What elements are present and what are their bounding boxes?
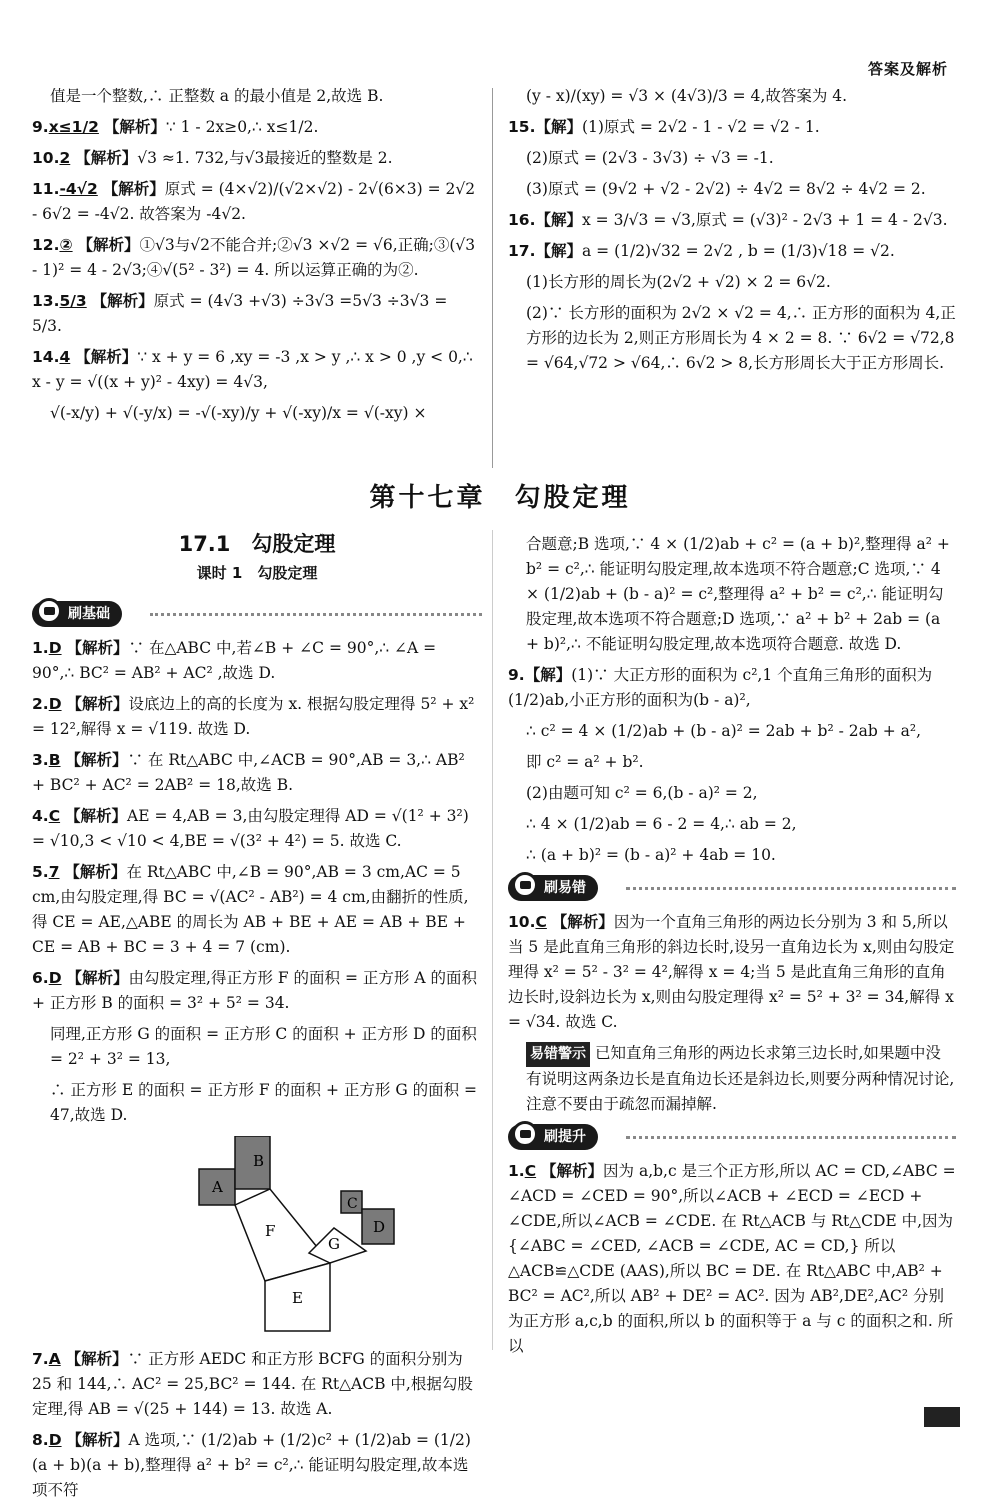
solution-text: ∴ (a + b)² = (b - a)² + 4ab = 10. [526,846,776,864]
answer-item [508,532,956,657]
question-number: 13. [32,292,60,310]
solution-tag: 【解析】 [66,639,129,657]
solution-text: 因为 a,b,c 是三个正方形,所以 AC = CD,∠ABC = ∠ACD = ∠CED = 90°,所以∠ACB + ∠ECD = ∠ECD + ∠CDE,所以∠ACB = ∠CDE. 在 Rt△ACB 与 Rt△CDE 中,因为 {∠ABC = ∠CED, ∠ACB = ∠CDE, AC = CD,} 所以△ACB≌△CDE (AAS),所以 BC = DE. 在 Rt△ABC 中,AB² + BC² = AC²,所以 AB² + DE² = AC². 因为 AB²,DE²,AC² 分别为正方形 a,c,b 的面积,所以 b 的面积等于 a 与 c 的面积之和. 所以 [508,1162,956,1355]
dotted-rule [150,613,482,616]
answer-value: ② [59,236,73,254]
answer-item [508,843,956,868]
answer-value: A [48,1350,61,1368]
answer-value: 5/3 [59,292,87,310]
answer-value: D [48,969,62,987]
question-number: 1. [32,639,49,657]
solution-tag: 【解析】 [75,149,138,167]
solution-tag: 【解析】 [64,863,127,881]
answer-item [32,1428,482,1503]
solution-text: ∴ 4 × (1/2)ab = 6 - 2 = 4,∴ ab = 2, [526,815,797,833]
header-title: 答案及解析 [867,60,948,78]
answer-value: 7 [48,863,60,881]
answer-item [32,1022,482,1072]
solution-text: ∵ 正方形 AEDC 和正方形 BCFG 的面积分别为 25 和 144,∴ AC² = 25,BC² = 144. 在 Rt△ACB 中,根据勾股定理,得 AB = √(25 + 144) = 13. 故选 A. [32,1350,473,1418]
solution-text: 在 Rt△ABC 中,∠B = 90°,AB = 3 cm,AC = 5 cm,由勾股定理,得 BC = √(AC² - AB²) = 4 cm,由翻折的性质,得 CE = AE,△ABE 的周长为 AB + BE + AE = AB + BE + CE = AB + BC = 3 + 4 = 7 (cm). [32,863,469,956]
question-number: 12. [32,236,60,254]
badge-icon [36,598,62,624]
question-number: 11. [32,180,60,198]
answer-item [32,1078,482,1128]
solution-text: 原式 = (4×√2)/(√2×√2) - 2√(6×3) = 2√2 - 6√2 = -4√2. 故答案为 -4√2. [32,180,476,223]
solution-text: 即 c² = a² + b². [526,753,644,771]
bottom-right-column [508,532,956,1365]
basic-answers-continued [32,1347,482,1503]
badge-icon [512,1121,538,1147]
answer-item [32,1347,482,1422]
banner-mistake-label: 刷易错 [508,875,598,901]
question-number: 17. [508,242,536,260]
solution-tag: 【解】 [535,211,582,229]
solution-tag: 【解析】 [77,236,140,254]
solution-text: ∵ 在△ABC 中,若∠B + ∠C = 90°,∴ ∠A = 90°,∴ BC² = AB² + AC² ,故选 D. [32,639,437,682]
question-number: 2. [32,695,49,713]
figure-label-e: E [292,1289,303,1307]
badge-icon [512,872,538,898]
answer-item [32,966,482,1016]
figure-label-d: D [373,1218,386,1236]
answer-value: x≤1/2 [48,118,99,136]
solution-tag: 【解】 [535,118,582,136]
solution-text: (2)∵ 长方形的面积为 2√2 × √2 = 4,∴ 正方形的面积为 4,正方形的边长为 2,则正方形周长为 4 × 2 = 8. ∵ 6√2 = √72,8 = √64,√72 > √64,∴ 6√2 > 8,长方形周长大于正方形周长. [526,304,956,372]
answer-value: D [48,639,62,657]
solution-tag: 【解】 [535,242,582,260]
answer-item [32,692,482,742]
solution-text: ∴ 正方形 E 的面积 = 正方形 F 的面积 + 正方形 G 的面积 = 47,故选 D. [50,1081,478,1124]
solution-tag: 【解析】 [75,348,138,366]
question-number: 6. [32,969,49,987]
answer-item [32,146,482,171]
answer-item [32,401,482,426]
solution-tag: 【解析】 [551,913,614,931]
solution-text: a = (1/2)√32 = 2√2 , b = (1/3)√18 = √2. [581,242,895,260]
mistake-answers [508,910,956,1035]
answer-item [508,115,956,140]
solution-tag: 【解析】 [541,1162,604,1180]
solution-text: 由勾股定理,得正方形 F 的面积 = 正方形 A 的面积 + 正方形 B 的面积 = 3² + 5² = 34. [32,969,477,1012]
solution-tag: 【解】 [524,666,572,684]
solution-text: (2)原式 = (2√3 - 3√3) ÷ √3 = -1. [526,149,774,167]
answer-item [508,750,956,775]
question-number: 3. [32,751,49,769]
solution-text: ∴ c² = 4 × (1/2)ab + (b - a)² = 2ab + b² - 2ab + a², [526,722,922,740]
answer-item [32,84,482,109]
solution-tag: 【解析】 [91,292,154,310]
solution-tag: 【解析】 [66,1431,129,1449]
warning-note [508,1041,956,1117]
answer-value: D [48,1431,62,1449]
chapter-title: 第十七章 勾股定理 [369,483,631,513]
column-divider-top [492,88,493,468]
column-divider-bottom [492,530,493,1350]
solution-text: 合题意;B 选项,∵ 4 × (1/2)ab + c² = (a + b)²,整理得 a² + b² = c²,∴ 能证明勾股定理,故本选项不符合题意;C 选项,∵ 4 × (1/2)ab + (b - a)² = c²,整理得 a² + b² = c²,∴ 能证明勾股定理,故本选项不符合题意;D 选项,∵ a² + b² + 2ab = (a + b)²,∴ 不能证明勾股定理,故本选项符合题意. 故选 D. [526,535,950,653]
solution-text: A 选项,∵ (1/2)ab + (1/2)c² + (1/2)ab = (1/2)(a + b)(a + b),整理得 a² + b² = c²,∴ 能证明勾股定理,故本选项不符 [32,1431,471,1499]
answer-value: C [48,807,61,825]
section-title: 17.1 勾股定理 [178,532,336,556]
answer-item [508,208,956,233]
basic-answers [32,636,482,1128]
question-number: 8. [32,1431,49,1449]
answer-value: C [535,913,547,931]
pythagoras-squares-figure [32,1136,482,1341]
question-number: 16. [508,211,536,229]
answer-item [508,781,956,806]
question-number: 7. [32,1350,49,1368]
solution-text: 设底边上的高的长度为 x. 根据勾股定理得 5² + x² = 12²,解得 x = √119. 故选 D. [32,695,475,738]
answer-item [508,301,956,376]
warning-text: 已知直角三角形的两边长求第三边长时,如果题中没有说明这两条边长是直角边长还是斜边长,则要分两种情况讨论,注意不要由于疏忽而漏掉解. [526,1044,955,1113]
answer-item [508,84,956,109]
basic-answers-right [508,532,956,868]
figure-label-f: F [265,1222,276,1240]
figure-label-b: B [253,1152,265,1170]
solution-tag: 【解析】 [66,969,129,987]
solution-text: (2)由题可知 c² = 6,(b - a)² = 2, [526,784,758,802]
solution-text: ∵ x + y = 6 ,xy = -3 ,x > y ,∴ x > 0 ,y < 0,∴ x - y = √((x + y)² - 4xy) = 4√3, [32,348,473,391]
solution-tag: 【解析】 [65,1350,128,1368]
solution-text: (y - x)/(xy) = √3 × (4√3)/3 = 4,故答案为 4. [526,87,848,105]
answer-item [508,719,956,744]
answer-value: B [48,751,61,769]
question-number: 14. [32,348,60,366]
figure-label-g: G [328,1235,340,1253]
question-number: 1. [508,1162,525,1180]
solution-text: (1)∵ 大正方形的面积为 c²,1 个直角三角形的面积为 (1/2)ab,小正方形的面积为(b - a)², [508,666,933,709]
top-right-column [508,84,956,382]
answer-item [508,1159,956,1359]
dotted-rule [626,1136,956,1139]
question-number: 5. [32,863,49,881]
question-number: 10. [508,913,536,931]
improve-answers [508,1159,956,1359]
answer-item [32,636,482,686]
page-number [924,1407,960,1427]
solution-tag: 【解析】 [66,695,129,713]
question-number: 9. [508,666,525,684]
solution-text: 原式 = (4√3 +√3) ÷3√3 =5√3 ÷3√3 = 5/3. [32,292,448,335]
answer-item [508,663,956,713]
bottom-left-column [32,598,482,1509]
answer-item [508,910,956,1035]
answer-item [32,804,482,854]
lesson-title: 课时 1 勾股定理 [196,564,318,582]
figure-label-a: A [212,1178,223,1196]
answer-value: -4√2 [59,180,98,198]
banner-improve-label: 刷提升 [508,1124,598,1150]
solution-text: 同理,正方形 G 的面积 = 正方形 C 的面积 + 正方形 D 的面积 = 2² + 3² = 13, [50,1025,477,1068]
banner-improve [508,1123,956,1153]
answer-item [32,233,482,283]
answer-item [508,812,956,837]
solution-text: (3)原式 = (9√2 + √2 - 2√2) ÷ 4√2 = 8√2 ÷ 4√2 = 2. [526,180,926,198]
answer-value: 2 [59,149,71,167]
solution-tag: 【解析】 [102,180,165,198]
solution-tag: 【解析】 [65,751,128,769]
question-number: 4. [32,807,49,825]
solution-text: √3 ≈1. 732,与√3最接近的整数是 2. [137,149,393,167]
top-left-column [32,84,482,432]
answer-item [508,270,956,295]
banner-basic-label: 刷基础 [32,601,122,627]
solution-text: ∵ 在 Rt△ABC 中,∠ACB = 90°,AB = 3,∴ AB² + BC² + AC² = 2AB² = 18,故选 B. [32,751,465,794]
answer-item [32,289,482,339]
solution-text: (1)原式 = 2√2 - 1 - √2 = √2 - 1. [581,118,820,136]
banner-mistake [508,874,956,904]
solution-text: 因为一个直角三角形的两边长分别为 3 和 5,所以当 5 是此直角三角形的斜边长时,设另一直角边长为 x,则由勾股定理得 x² = 5² - 3² = 4²,解得 x = 4;当 5 是此直角三角形的直角边长时,设斜边长为 x,则由勾股定理得 x² = 5² + 3² = 34,解得 x = √34. 故选 C. [508,913,955,1031]
solution-text: √(-x/y) + √(-y/x) = -√(-xy)/y + √(-xy)/x = √(-xy) × [50,404,427,422]
solution-text: 值是一个整数,∴ 正整数 a 的最小值是 2,故选 B. [50,87,384,105]
question-number: 9. [32,118,49,136]
warning-label: 易错警示 [526,1042,590,1067]
squares-diagram [32,1136,482,1341]
figure-label-c: C [347,1196,358,1212]
answer-value: C [524,1162,537,1180]
answer-item [32,177,482,227]
solution-text: (1)长方形的周长为(2√2 + √2) × 2 = 6√2. [526,273,831,291]
answer-item [32,860,482,960]
dotted-rule [626,887,956,890]
answer-item [508,239,956,264]
question-number: 15. [508,118,536,136]
answer-value: 4 [59,348,71,366]
solution-text: ∵ 1 - 2x≥0,∴ x≤1/2. [165,118,319,136]
answer-item [32,115,482,140]
solution-text: x = 3/√3 = √3,原式 = (√3)² - 2√3 + 1 = 4 - 2√3. [581,211,948,229]
solution-tag: 【解析】 [103,118,166,136]
solution-text: ①√3与√2不能合并;②√3 ×√2 = √6,正确;③(√3 - 1)² = 4 - 2√3;④√(5² - 3²) = 4. 所以运算正确的为②. [32,236,476,279]
answer-item [508,146,956,171]
question-number: 10. [32,149,60,167]
answer-value: D [48,695,62,713]
solution-text: AE = 4,AB = 3,由勾股定理得 AD = √(1² + 3²) = √10,3 < √10 < 4,BE = √(3² + 4²) = 5. 故选 C. [32,807,469,850]
banner-basic [32,600,482,630]
answer-item [32,748,482,798]
solution-tag: 【解析】 [65,807,128,825]
answer-item [508,177,956,202]
answer-item [32,345,482,395]
